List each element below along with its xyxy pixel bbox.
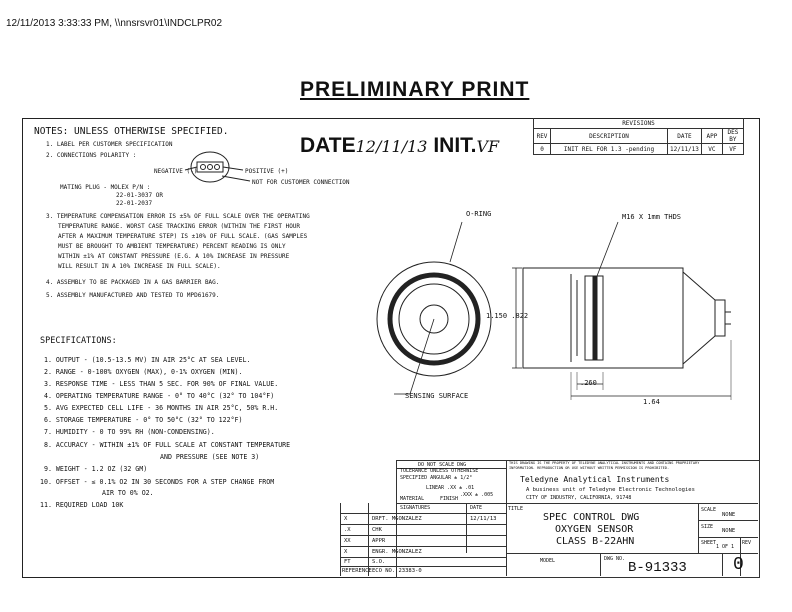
app-header: APP [701,129,722,144]
negative-label: NEGATIVE (-) [154,168,198,175]
proprietary-line-2: INFORMATION. REPRODUCTION OR USE WITHOUT WRITTEN PERMISSION IS PROHIBITED. [509,466,670,470]
spec-8-line-1: 8. ACCURACY - WITHIN ±1% OF FULL SCALE AT CONSTANT TEMPERATURE [44,441,291,449]
sales-order: S.O. [372,559,386,565]
dwg-no-label: DWG NO. [604,556,626,562]
note-3-line-4: MUST BE BROUGHT TO AMBIENT TEMPERATURE) PERCENT READING IS ONLY [58,243,286,250]
notes-title: NOTES: UNLESS OTHERWISE SPECIFIED. [34,126,229,137]
sensor-side-view [512,222,731,400]
ft-label: FT [344,559,351,565]
dwg-title-1: SPEC CONTROL DWG [543,512,640,523]
do-not-scale: DO NOT SCALE DWG [418,462,467,468]
approver: APPR [372,538,386,544]
row-code-3: XX [344,538,351,544]
tolerance-4: .XXX ± .005 [460,492,494,498]
spec-6: 6. STORAGE TEMPERATURE - 0° TO 50°C (32° TO 122°F) [44,416,243,424]
tolerance-3: LINEAR .XX ± .01 [426,485,475,491]
sheet-label: SHEET [701,540,717,546]
eco-number: ECO NO. 23383-0 [372,568,422,574]
note-1: 1. LABEL PER CUSTOMER SPECIFICATION [46,141,173,148]
init-label: INIT. [433,134,477,157]
thread-label: M16 X 1mm THDS [622,213,682,221]
spec-3: 3. RESPONSE TIME - LESS THAN 5 SEC. FOR 90% OF FINAL VALUE. [44,380,279,388]
spec-7: 7. HUMIDITY - 0 TO 99% RH (NON-CONDENSING). [44,428,215,436]
spec-5: 5. AVG EXPECTED CELL LIFE - 36 MONTHS IN AIR 25°C, 50% R.H. [44,404,279,412]
spec-4: 4. OPERATING TEMPERATURE RANGE - 0° TO 40°C (32° TO 104°F) [44,392,275,400]
app-cell: VC [701,144,722,155]
date-value: 12/11/13 [355,137,428,156]
date-label: DATE [300,134,356,157]
tolerance-2: SPECIFIED ANGULAR ± 1/2° [400,475,473,481]
drafter-date: 12/11/13 [470,516,497,522]
row-code-1: X [344,516,348,522]
dimension-164: 1.64 [643,398,660,406]
note-5: 5. ASSEMBLY MANUFACTURED AND TESTED TO MPD61679. [46,292,220,299]
dwg-title-2: OXYGEN SENSOR [555,524,634,535]
des-by-header: DES BY [722,129,743,144]
date-cell: 12/11/13 [668,144,702,155]
note-4: 4. ASSEMBLY TO BE PACKAGED IN A GAS BARRIER BAG. [46,279,220,286]
spec-8-line-2: AND PRESSURE (SEE NOTE 3) [160,453,260,461]
drafter: DRFT. MGONZALEZ [372,516,422,522]
mating-plug: MATING PLUG - MOLEX P/N : [60,184,151,191]
spec-10-line-2: AIR TO 0% O2. [102,489,154,497]
print-info: 12/11/2013 3:33:33 PM, \\nnsrsvr01\INDCLPR02 [6,18,223,29]
spec-9: 9. WEIGHT - 1.2 OZ (32 GM) [44,465,148,473]
note-2: 2. CONNECTIONS POLARITY : [46,152,137,159]
spec-2: 2. RANGE - 0-100% OXYGEN (MAX), 0-1% OXYGEN (MIN). [44,368,243,376]
note-3-line-2: TEMPERATURE RANGE. WORST CASE TRACKING ERROR (WITHIN THE FIRST HOUR [58,223,301,230]
note-3-line-5: WITHIN ±1% AT CONSTANT PRESSURE (E.G. A 10% INCREASE IN PRESSURE [58,253,290,260]
title-label: TITLE [508,506,524,512]
connector-symbol [185,152,250,182]
not-for-customer-label: NOT FOR CUSTOMER CONNECTION [252,179,350,186]
model-label: MODEL [540,558,556,564]
spec-10-line-1: 10. OFFSET - ≤ 0.1% O2 IN 30 SECONDS FOR A STEP CHANGE FROM [40,478,275,486]
des-by-cell: VF [722,144,743,155]
sensor-front-view [377,222,491,394]
plug-pn-1: 22-01-3037 OR [116,192,163,199]
sensing-surface-label: SENSING SURFACE [405,392,469,400]
date-header: DATE [668,129,702,144]
note-3-line-1: 3. TEMPERATURE COMPENSATION ERROR IS ±5% OF FULL SCALE OVER THE OPERATING [46,213,310,220]
note-3-line-6: WILL RESULT IN A 10% INCREASE IN FULL SCALE). [58,263,221,270]
scale-label: SCALE [701,507,717,513]
tolerance-1: TOLERANCE UNLESS OTHERWISE [400,468,479,474]
diameter-dimension: 1.150 .822 [486,312,529,320]
drawing-number: B-91333 [628,560,687,576]
sheet-value: 1 OF 1 [716,544,735,550]
reference-label: REFERENCE [342,568,372,574]
rev-header: REV [534,129,551,144]
row-code-4: X [344,549,348,555]
revisions-title: REVISIONS [534,118,744,129]
business-unit: A business unit of Teledyne Electronic Technologies [526,487,695,493]
proprietary-line-1: THIS DRAWING IS THE PROPERTY OF TELEDYNE ANALYTICAL INSTRUMENTS AND CONTAINS PROPRIETARY [509,461,700,465]
preliminary-print-banner: PRELIMINARY PRINT [300,78,530,101]
init-value: VF [476,137,500,156]
engineer: ENGR. MGONZALEZ [372,549,422,555]
specs-title: SPECIFICATIONS: [40,336,117,346]
dwg-title-3: CLASS B-22AHN [556,536,635,547]
revision-value: 0 [733,555,744,575]
plug-pn-2: 22-01-2037 [116,200,153,207]
description-header: DESCRIPTION [551,129,668,144]
row-code-2: .X [344,527,351,533]
size-label: SIZE [701,524,714,530]
dimension-260: .260 [580,379,597,387]
finish-label: FINISH [440,496,459,502]
positive-label: POSITIVE (+) [245,168,289,175]
spec-1: 1. OUTPUT - (10.5-13.5 MV) IN AIR 25°C AT SEA LEVEL. [44,356,251,364]
rev-cell: 0 [534,144,551,155]
material-label: MATERIAL [400,496,425,502]
note-3-line-3: AFTER A MAXIMUM TEMPERATURE STEP) IS ±10% OF FULL SCALE. (GAS SAMPLES [58,233,308,240]
rev-label: REV [742,540,752,546]
description-cell: INIT REL FOR 1.3 -pending [551,144,668,155]
o-ring-label: O-RING [466,210,492,218]
checker: CHK [372,527,382,533]
size-value: NONE [722,528,736,534]
company-name: Teledyne Analytical Instruments [520,475,670,484]
revisions-table [533,118,744,155]
date-col-header: DATE [470,505,483,511]
city: CITY OF INDUSTRY, CALIFORNIA, 91748 [526,495,632,501]
signatures-header: SIGNATURES [400,505,431,511]
scale-value: NONE [722,512,736,518]
spec-11: 11. REQUIRED LOAD 10K [40,501,124,509]
